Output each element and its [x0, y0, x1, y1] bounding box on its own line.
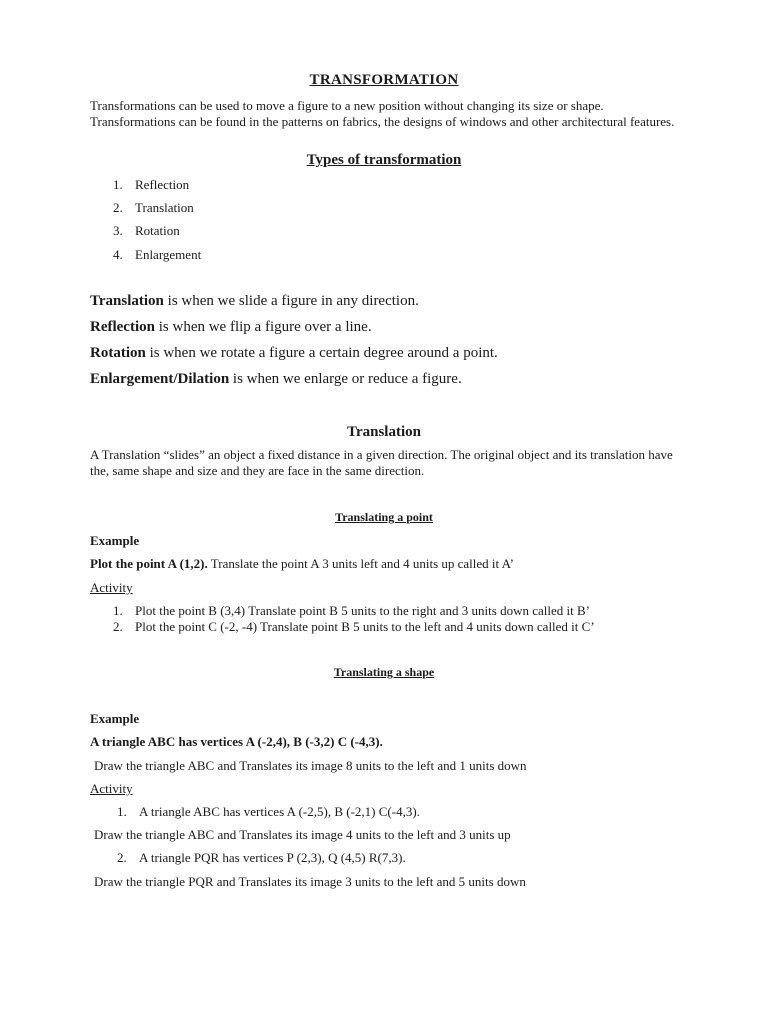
list-number: 1.	[113, 603, 123, 618]
types-list-item	[113, 247, 201, 263]
translating-point-heading: Translating a point	[335, 510, 433, 524]
translation-heading: Translation	[347, 424, 421, 440]
point-activity-item	[113, 603, 590, 619]
definition-text: is when we rotate a figure a certain degree around a point.	[145, 345, 498, 361]
definition-term: Reflection	[90, 319, 155, 335]
list-label: Rotation	[135, 223, 180, 238]
example-label: Example	[90, 533, 140, 548]
shape-activity-instruction: Draw the triangle ABC and Translates its image 4 units to the left and 3 units up	[94, 827, 511, 842]
definition-line	[90, 319, 372, 336]
point-example-line	[90, 556, 514, 572]
definition-line	[90, 293, 419, 310]
types-list-item	[113, 200, 194, 216]
list-number: 2.	[113, 200, 123, 215]
list-number: 3.	[113, 223, 123, 238]
shape-activity-item	[117, 804, 420, 820]
definition-term: Enlargement/Dilation	[90, 371, 230, 387]
activity-text: A triangle PQR has vertices P (2,3), Q (4,5) R(7,3).	[139, 850, 406, 865]
shape-example-bold: A triangle ABC has vertices A (-2,4), B (-3,2) C (-4,3).	[90, 734, 383, 749]
types-list-item	[113, 177, 189, 193]
activity-label: Activity	[90, 781, 133, 796]
activity-text: A triangle ABC has vertices A (-2,5), B (-2,1) C(-4,3).	[139, 804, 420, 819]
shape-activity-instruction: Draw the triangle PQR and Translates its image 3 units to the left and 5 units down	[94, 874, 526, 889]
list-number: 2.	[117, 850, 127, 865]
activity-text: Plot the point C (-2, -4) Translate point B 5 units to the left and 4 units down called it C’	[135, 619, 595, 634]
list-number: 1.	[117, 804, 127, 819]
types-heading: Types of transformation	[306, 152, 462, 168]
list-label: Enlargement	[135, 247, 202, 262]
definition-text: is when we enlarge or reduce a figure.	[229, 371, 462, 387]
document-title: TRANSFORMATION	[309, 72, 459, 88]
definition-line	[90, 371, 462, 388]
definition-text: is when we slide a figure in any direction.	[163, 293, 419, 309]
definition-term: Rotation	[90, 345, 146, 361]
types-list-item	[113, 223, 180, 239]
list-number: 2.	[113, 619, 123, 634]
definition-text: is when we flip a figure over a line.	[154, 319, 372, 335]
point-activity-item	[113, 619, 595, 635]
point-example-rest: Translate the point A 3 units left and 4 units up called it A’	[207, 556, 514, 571]
shape-activity-item	[117, 850, 406, 866]
intro-paragraph: Transformations can be used to move a figure to a new position without changing its size or shape. Transformations can be found in the patterns on fabrics, the designs of windows and other architectural features.	[90, 98, 675, 129]
point-example-bold: Plot the point A (1,2).	[90, 556, 208, 571]
definition-term: Translation	[90, 293, 164, 309]
definition-line	[90, 345, 498, 362]
list-number: 4.	[113, 247, 123, 262]
example-label: Example	[90, 711, 140, 726]
translation-paragraph: A Translation “slides” an object a fixed distance in a given direction. The original object and its translation have the, same shape and size and they are face in the same direction.	[90, 447, 673, 478]
list-number: 1.	[113, 177, 123, 192]
activity-text: Plot the point B (3,4) Translate point B 5 units to the right and 3 units down called it B’	[135, 603, 590, 618]
list-label: Reflection	[135, 177, 190, 192]
translating-shape-heading: Translating a shape	[333, 665, 435, 679]
list-label: Translation	[135, 200, 194, 215]
shape-example-instruction: Draw the triangle ABC and Translates its image 8 units to the left and 1 units down	[94, 758, 527, 773]
activity-label: Activity	[90, 580, 133, 595]
